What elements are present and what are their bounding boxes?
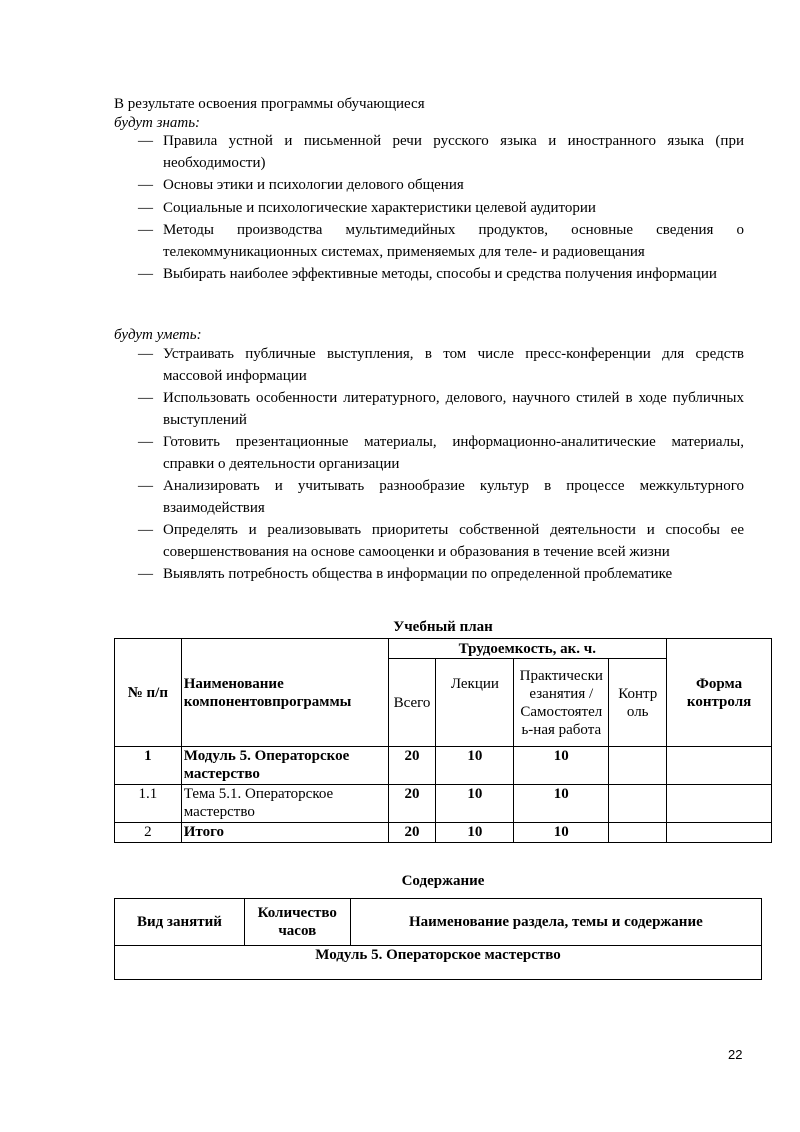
content-title: Содержание	[401, 873, 485, 889]
table-row: 1.1 Тема 5.1. Операторское мастерство 20 10 10	[115, 785, 772, 823]
header-name: Наименование компонентовпрограммы	[181, 639, 388, 747]
header-control: Контр оль	[609, 659, 667, 747]
header-num: № п/п	[115, 639, 182, 747]
table-row: 1 Модуль 5. Операторское мастерство 20 10 10	[115, 747, 772, 785]
list-item: — Использовать особенности литературного, делового, научного стилей в ходе публичных выступлений	[138, 390, 744, 428]
header-section: Наименование раздела, темы и содержание	[350, 899, 761, 946]
header-total: Всего	[388, 659, 436, 747]
list-item: — Социальные и психологические характеристики целевой аудитории	[138, 199, 596, 216]
list-item: — Основы этики и психологии делового общения	[138, 177, 464, 193]
header-lectures: Лекции	[436, 659, 514, 747]
header-hours: Количество часов	[244, 899, 350, 946]
list-item: — Выбирать наиболее эффективные методы, способы и средства получения информации	[138, 266, 717, 282]
header-form: Форма контроля	[667, 639, 772, 747]
list-item: — Готовить презентационные материалы, информационно-аналитические материалы, справки о деятельности организации	[138, 434, 744, 472]
intro-text: В результате освоения программы обучающиеся	[114, 96, 425, 112]
know-heading: будут знать:	[114, 115, 201, 131]
can-list	[138, 344, 744, 587]
know-list	[138, 131, 744, 287]
list-item: — Выявлять потребность общества в информации по определенной проблематике	[138, 566, 673, 582]
header-kind: Вид занятий	[115, 899, 245, 946]
list-item: — Определять и реализовывать приоритеты собственной деятельности и способы ее совершенствования на основе самооценки и образования в течение всей жизни	[138, 522, 744, 560]
list-item: — Методы производства мультимедийных продуктов, основные сведения о телекоммуникационных системах, применяемых для теле- и радиовещания	[138, 222, 744, 260]
content-table	[114, 898, 762, 980]
header-labor: Трудоемкость, ак. ч.	[388, 639, 667, 659]
list-item: — Анализировать и учитывать разнообразие культур в процессе межкультурного взаимодействия	[138, 478, 744, 516]
module-row: Модуль 5. Операторское мастерство	[115, 946, 762, 980]
can-heading: будут уметь:	[114, 327, 202, 343]
header-practice: Практически езанятия / Самостоятел ь-ная работа	[514, 659, 609, 747]
page-number: 22	[728, 1047, 743, 1062]
list-item: — Устраивать публичные выступления, в том числе пресс-конференции для средств массовой информации	[138, 346, 744, 384]
table-row: 2 Итого 20 10 10	[115, 823, 772, 843]
plan-title: Учебный план	[393, 619, 493, 635]
list-item: — Правила устной и письменной речи русского языка и иностранного языка (при необходимости)	[138, 133, 744, 171]
curriculum-table	[114, 638, 772, 843]
